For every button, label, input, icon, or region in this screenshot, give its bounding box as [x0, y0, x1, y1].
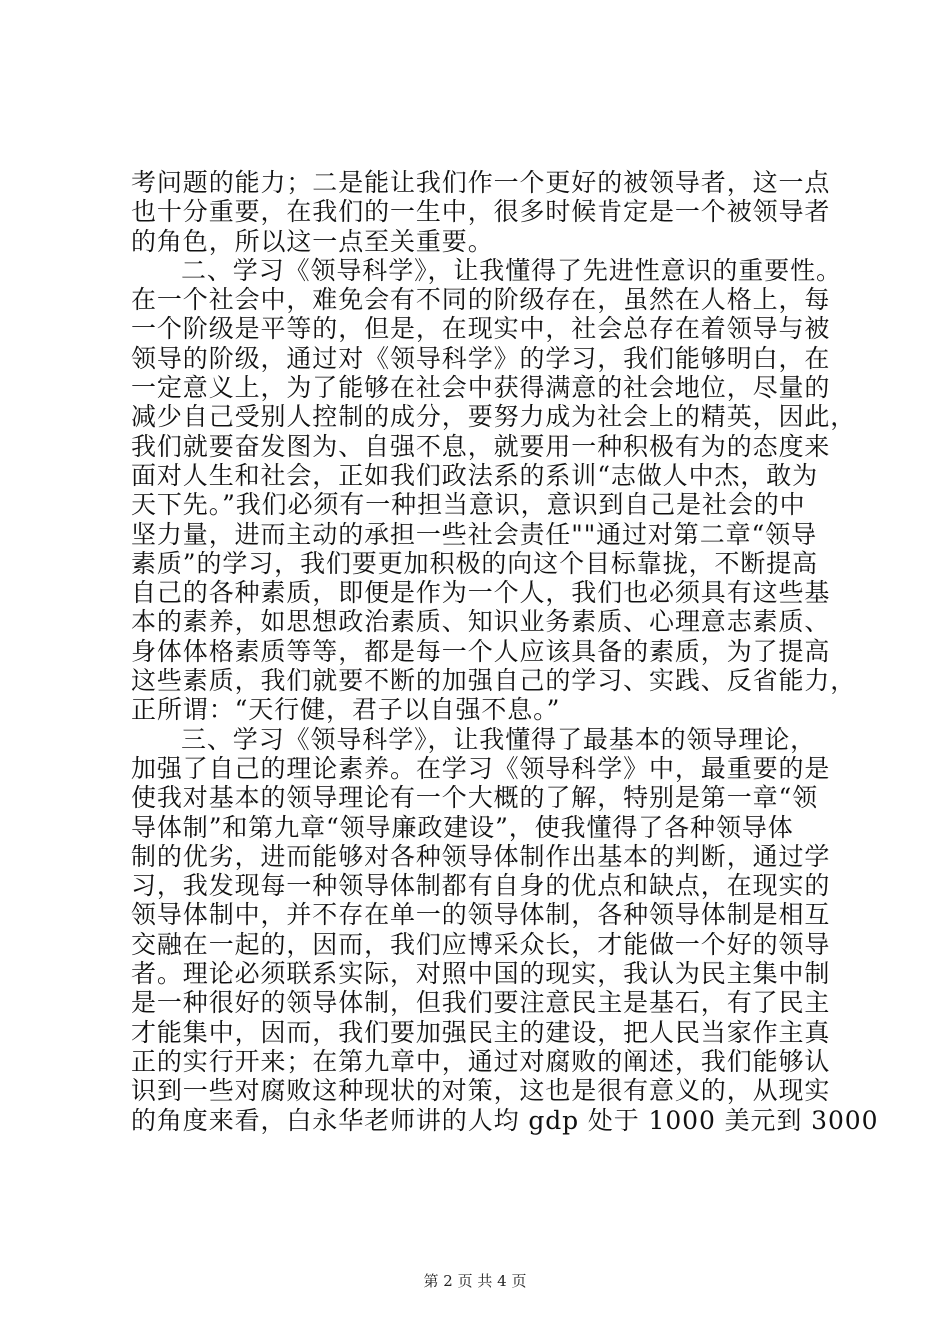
text-line: 我们就要奋发图为、自强不息，就要用一种积极有为的态度来	[131, 431, 831, 461]
text-line: 身体体格素质等等，都是每一个人应该具备的素质，为了提高	[131, 636, 831, 666]
text-line: 一个阶级是平等的，但是，在现实中，社会总存在着领导与被	[131, 314, 831, 344]
text-line: 减少自己受别人控制的成分，要努力成为社会上的精英，因此，	[131, 402, 857, 432]
text-line: 本的素养，如思想政治素质、知识业务素质、心理意志素质、	[131, 607, 831, 637]
text-line: 是一种很好的领导体制，但我们要注意民主是基石，有了民主	[131, 988, 831, 1018]
body-text	[131, 168, 879, 1135]
text-line: 的角色，所以这一点至关重要。	[131, 226, 494, 256]
text-line: 在一个社会中，难免会有不同的阶级存在，虽然在人格上，每	[131, 285, 831, 315]
text-line: 才能集中，因而，我们要加强民主的建设，把人民当家作主真	[131, 1017, 831, 1047]
text-line: 面对人生和社会，正如我们政法系的系训“志做人中杰，敢为	[131, 460, 819, 490]
text-line: 这些素质，我们就要不断的加强自己的学习、实践、反省能力，	[131, 666, 857, 696]
text-line: 坚力量，进而主动的承担一些社会责任""通过对第二章“领导	[131, 519, 817, 549]
text-line: 加强了自己的理论素养。在学习《领导科学》中，最重要的是	[131, 753, 831, 783]
text-line: 正所谓：“天行健，君子以自强不息。”	[131, 695, 561, 725]
text-line: 交融在一起的，因而，我们应博采众长，才能做一个好的领导	[131, 929, 831, 959]
text-line: 天下先。”我们必须有一种担当意识，意识到自己是社会的中	[131, 490, 806, 520]
section-heading-line: 二、学习《领导科学》，让我懂得了先进性意识的重要性。	[181, 255, 842, 285]
text-line: 自己的各种素质，即便是作为一个人，我们也必须具有这些基	[131, 578, 831, 608]
text-line: 素质”的学习，我们要更加积极的向这个目标靠拢，不断提高	[131, 548, 819, 578]
text-line: 的角度来看，白永华老师讲的人均 gdp 处于 1000 美元到 3000	[131, 1105, 879, 1135]
text-line: 正的实行开来；在第九章中，通过对腐败的阐述，我们能够认	[131, 1046, 831, 1076]
text-line: 使我对基本的领导理论有一个大概的了解，特别是第一章“领	[131, 783, 819, 813]
text-line: 领导体制中，并不存在单一的领导体制，各种领导体制是相互	[131, 900, 831, 930]
text-line: 者。理论必须联系实际，对照中国的现实，我认为民主集中制	[131, 959, 831, 989]
text-line: 习，我发现每一种领导体制都有自身的优点和缺点，在现实的	[131, 871, 831, 901]
text-line: 导体制”和第九章“领导廉政建设”，使我懂得了各种领导体	[131, 812, 794, 842]
text-line: 识到一些对腐败这种现状的对策，这也是很有意义的，从现实	[131, 1076, 831, 1106]
text-line: 一定意义上，为了能够在社会中获得满意的社会地位，尽量的	[131, 373, 831, 403]
text-line: 制的优劣，进而能够对各种领导体制作出基本的判断，通过学	[131, 841, 831, 871]
page-number-footer: 第 2 页 共 4 页	[423, 1272, 527, 1290]
text-line: 领导的阶级，通过对《领导科学》的学习，我们能够明白，在	[131, 343, 831, 373]
section-heading-line: 三、学习《领导科学》，让我懂得了最基本的领导理论，	[181, 724, 817, 754]
text-line: 考问题的能力；二是能让我们作一个更好的被领导者，这一点	[131, 168, 831, 197]
text-line: 也十分重要，在我们的一生中，很多时候肯定是一个被领导者	[131, 197, 831, 227]
